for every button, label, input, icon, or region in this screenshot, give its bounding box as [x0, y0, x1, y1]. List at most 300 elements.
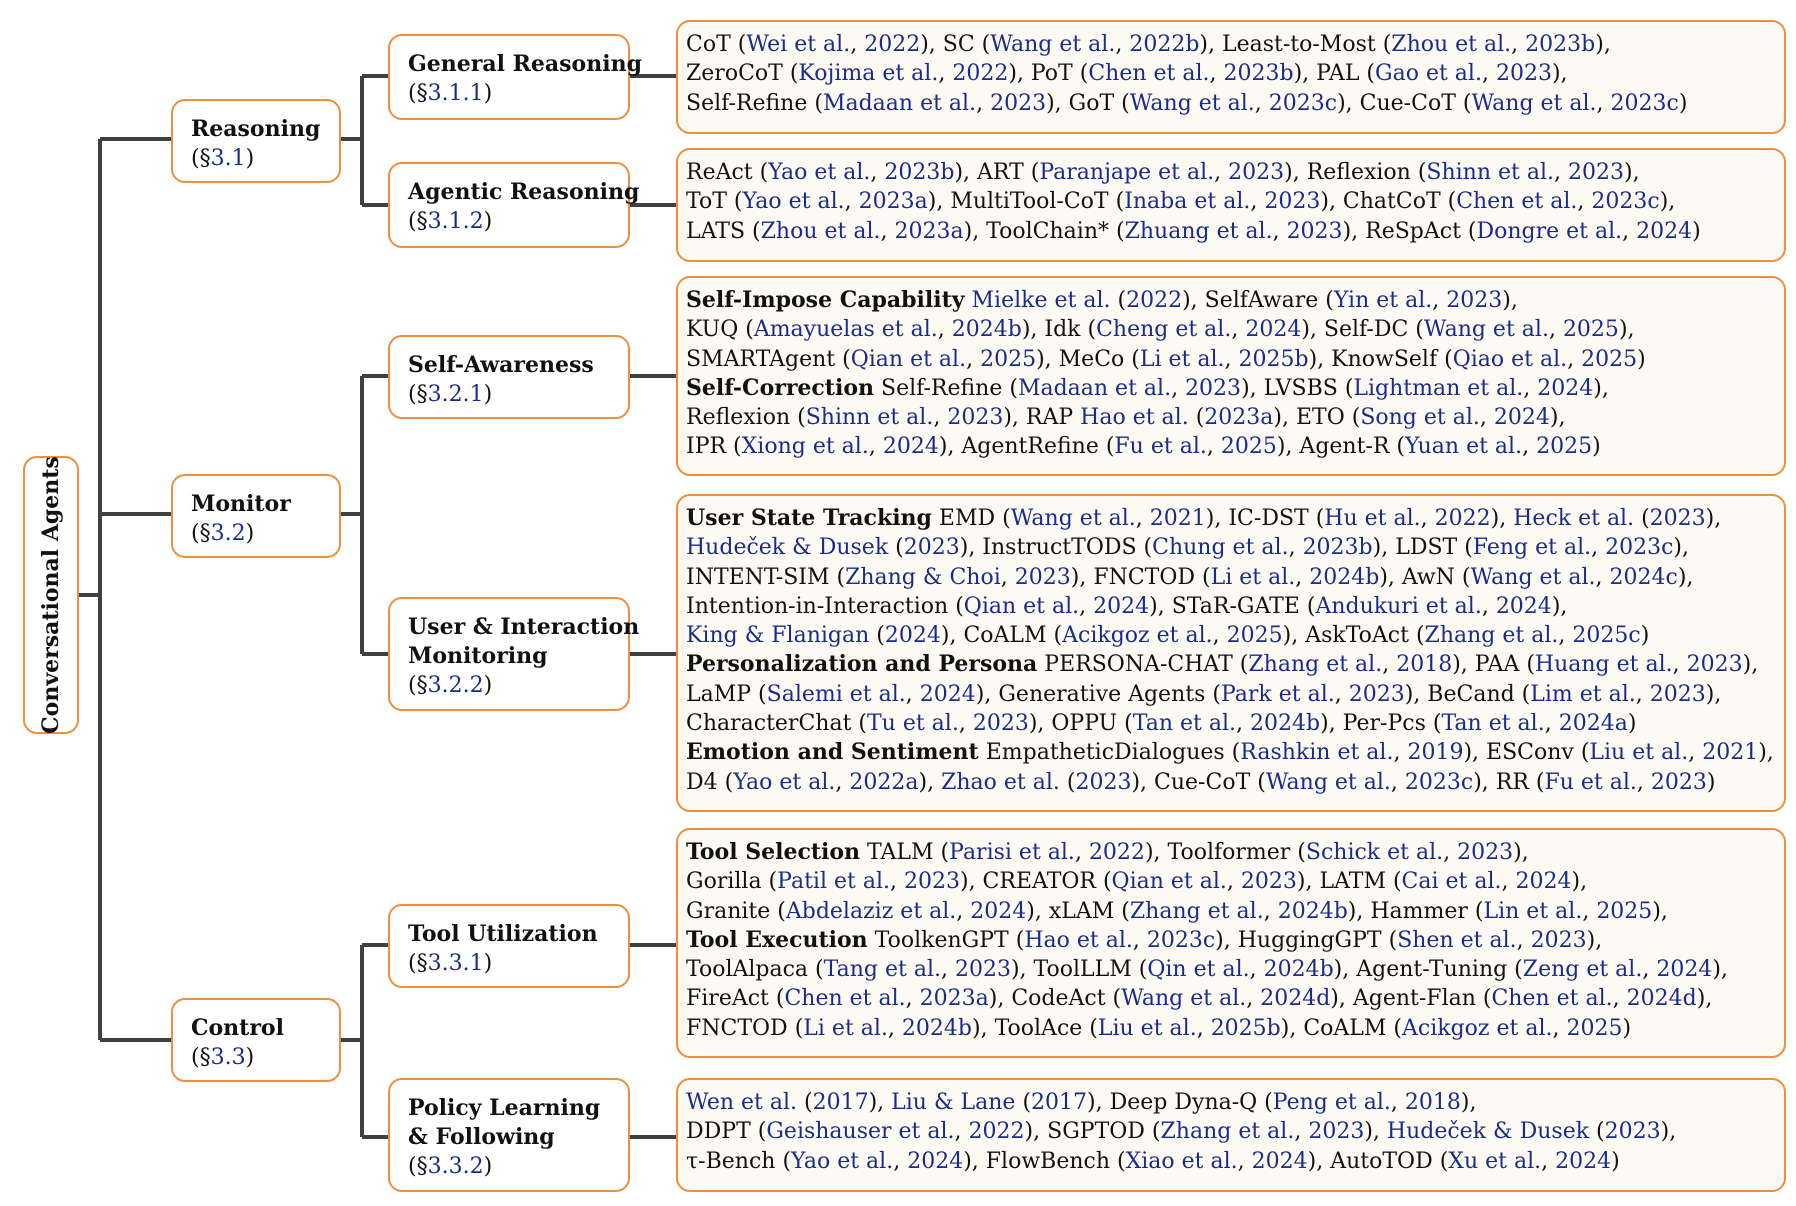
citation-link[interactable]: Acikgoz et al.: [1062, 623, 1213, 649]
reference-text: ,: [1479, 405, 1494, 431]
citation-link[interactable]: 2023: [1457, 840, 1514, 865]
citation-link[interactable]: Wang et al.: [1010, 506, 1136, 531]
reference-text: ), Self-DC (: [1301, 317, 1424, 343]
citation-link[interactable]: 2024: [1537, 375, 1594, 401]
citation-link[interactable]: 2023b: [1223, 61, 1294, 87]
reference-text: ),: [918, 769, 942, 795]
citation-link[interactable]: 2023c: [1146, 927, 1216, 953]
reference-text: ,: [1612, 986, 1627, 1012]
reference-text: ): [1622, 1015, 1632, 1041]
citation-link[interactable]: Huang et al.: [1534, 652, 1673, 678]
citation-link[interactable]: King & Flanigan: [686, 623, 870, 649]
citation-link[interactable]: 2023: [947, 405, 1004, 431]
citation-link[interactable]: Hudeček & Dusek: [1386, 1119, 1590, 1145]
citation-link[interactable]: 2021: [1149, 506, 1206, 531]
reference-text: ToT (: [686, 189, 743, 215]
citation-link[interactable]: 2024b: [1277, 898, 1348, 924]
citation-link[interactable]: 2022: [952, 61, 1009, 87]
reference-text: ,: [1567, 346, 1582, 372]
citation-link[interactable]: Mielke et al.: [971, 288, 1111, 313]
reference-line: [686, 563, 1784, 592]
reference-text: FNCTOD (: [686, 1015, 804, 1041]
citation-link[interactable]: Hu et al.: [1324, 506, 1421, 531]
reference-text: ,: [844, 189, 859, 215]
citation-link[interactable]: 2025: [1581, 346, 1638, 372]
citation-link[interactable]: 2018: [1404, 1090, 1461, 1115]
citation-link[interactable]: 2024: [1515, 869, 1572, 895]
citation-link[interactable]: Zhou et al.: [1391, 32, 1512, 57]
citation-link[interactable]: Yao et al.: [742, 189, 845, 215]
citation-link[interactable]: Yuan et al.: [1405, 434, 1523, 460]
reference-text: ), SelfAware (: [1182, 288, 1334, 313]
citation-link[interactable]: Zhuang et al.: [1124, 218, 1273, 244]
citation-link[interactable]: Feng et al.: [1472, 535, 1592, 561]
citation-link[interactable]: 2023: [1446, 288, 1503, 313]
citation-link[interactable]: 2022b: [1129, 32, 1200, 57]
citation-link[interactable]: 2023: [1264, 189, 1321, 215]
reference-line: [686, 30, 1784, 59]
citation-link[interactable]: Peng et al.: [1272, 1090, 1391, 1115]
citation-link[interactable]: Li et al.: [1210, 564, 1296, 590]
reference-text: ,: [1577, 189, 1592, 215]
citation-link[interactable]: Shen et al.: [1397, 927, 1517, 953]
citation-link[interactable]: Patil et al.: [777, 869, 890, 895]
citation-link[interactable]: Qiao et al.: [1452, 346, 1568, 372]
citation-link[interactable]: Kojima et al.: [798, 61, 939, 87]
reference-text: ,: [1688, 740, 1703, 766]
citation-link[interactable]: 2023: [1075, 769, 1132, 795]
citation-link[interactable]: 2023: [1286, 218, 1343, 244]
citation-link[interactable]: Geishauser et al.: [766, 1119, 955, 1145]
reference-text: ): [1592, 434, 1601, 460]
citation-link[interactable]: 2024: [1251, 1148, 1308, 1174]
citation-link[interactable]: Tan et al.: [1132, 711, 1237, 737]
citation-link[interactable]: Tu et al.: [866, 711, 959, 737]
reference-text: ), Least-to-Most (: [1199, 32, 1392, 57]
citation-link[interactable]: 2024: [970, 898, 1027, 924]
leaf-tool-utilization: [676, 828, 1786, 1058]
reference-text: ),: [1593, 375, 1609, 401]
reference-text: ,: [1209, 61, 1224, 87]
citation-link[interactable]: Lin et al.: [1483, 898, 1583, 924]
citation-link[interactable]: 2025b: [1238, 346, 1309, 372]
citation-link[interactable]: 2017: [1031, 1090, 1088, 1115]
citation-link[interactable]: Chen et al.: [1088, 61, 1210, 87]
citation-link[interactable]: 2023: [1649, 681, 1706, 707]
reference-text: ), Cue-CoT (: [1131, 769, 1266, 795]
citation-link[interactable]: 2024: [1656, 957, 1713, 983]
citation-link[interactable]: Zhang et al.: [1129, 898, 1264, 924]
citation-link[interactable]: 2024: [919, 681, 976, 707]
citation-link[interactable]: 2024: [882, 434, 939, 460]
citation-link[interactable]: 2024b: [951, 317, 1022, 343]
citation-link[interactable]: Xiao et al.: [1125, 1148, 1238, 1174]
citation-link[interactable]: 2024b: [1263, 957, 1334, 983]
citation-link[interactable]: 2022: [1126, 288, 1183, 313]
citation-link[interactable]: 2023: [1014, 564, 1071, 590]
reference-text: ),: [1652, 898, 1668, 924]
citation-link[interactable]: 2023: [1308, 1119, 1365, 1145]
citation-link[interactable]: 2025: [1562, 317, 1619, 343]
citation-link[interactable]: 2023c: [1605, 535, 1674, 561]
citation-link[interactable]: Qian et al.: [850, 346, 967, 372]
citation-link[interactable]: 2023: [903, 869, 960, 895]
reference-text: ),: [1705, 506, 1722, 531]
citation-link[interactable]: Cheng et al.: [1096, 317, 1232, 343]
reference-text: ), Hammer (: [1347, 898, 1484, 924]
citation-link[interactable]: 2022: [968, 1119, 1025, 1145]
citation-link[interactable]: Heck et al.: [1513, 506, 1635, 531]
citation-link[interactable]: 2024: [1093, 593, 1150, 619]
category-name: Control: [191, 1015, 284, 1041]
citation-link[interactable]: Chen et al.: [1456, 189, 1578, 215]
reference-text: LaMP (: [686, 681, 767, 707]
reference-text: ,: [1516, 927, 1531, 953]
citation-link[interactable]: 2025: [1220, 434, 1277, 460]
citation-link[interactable]: Wei et al.: [746, 32, 851, 57]
reference-text: Self-Refine (: [874, 375, 1018, 401]
reference-line: [686, 621, 1784, 650]
citation-link[interactable]: Zhou et al.: [760, 218, 881, 244]
citation-link[interactable]: Fu et al.: [1114, 434, 1207, 460]
citation-link[interactable]: 2025c: [1572, 623, 1641, 649]
reference-text: ,: [1511, 32, 1526, 57]
reference-text: ),: [1586, 927, 1603, 953]
reference-text: ,: [1481, 593, 1496, 619]
citation-link[interactable]: 2023c: [1268, 90, 1338, 116]
citation-link[interactable]: 2023: [1228, 160, 1285, 185]
reference-text: ,: [1196, 1015, 1211, 1041]
citation-link[interactable]: 2023: [1649, 506, 1706, 531]
connector-leaves: [629, 76, 677, 1137]
reference-text: ,: [880, 218, 895, 244]
reference-text: ,: [940, 957, 955, 983]
citation-link[interactable]: Liu et al.: [1589, 740, 1689, 766]
citation-link[interactable]: 2023c: [1404, 769, 1474, 795]
citation-link[interactable]: Shinn et al.: [805, 405, 934, 431]
reference-text: ,: [1390, 1090, 1405, 1115]
citation-link[interactable]: 2023: [1568, 160, 1625, 185]
reference-line: [686, 1117, 1784, 1146]
reference-text: ), Deep Dyna-Q (: [1087, 1090, 1273, 1115]
reference-text: ), CREATOR (: [959, 869, 1112, 895]
citation-link[interactable]: Lim et al.: [1530, 681, 1636, 707]
reference-text: ,: [1135, 506, 1150, 531]
citation-link[interactable]: Parisi et al.: [949, 840, 1075, 865]
citation-link[interactable]: Paranjape et al.: [1039, 160, 1215, 185]
reference-line: [686, 1014, 1784, 1043]
reference-line: [686, 867, 1784, 896]
reference-line: [686, 838, 1784, 867]
reference-text: (: [1634, 506, 1650, 531]
citation-link[interactable]: Hao et al.: [1024, 927, 1133, 953]
citation-link[interactable]: 2021: [1702, 740, 1759, 766]
citation-link[interactable]: Madaan et al.: [822, 90, 977, 116]
reference-text: ,: [1552, 1015, 1567, 1041]
citation-link[interactable]: 2025: [1566, 1015, 1623, 1041]
reference-text: ,: [954, 1119, 969, 1145]
citation-link[interactable]: 2023: [1348, 681, 1405, 707]
citation-link[interactable]: Abdelaziz et al.: [785, 898, 957, 924]
citation-link[interactable]: 2017: [812, 1090, 869, 1115]
reference-line: [686, 432, 1784, 461]
citation-link[interactable]: Chen et al.: [1491, 986, 1613, 1012]
citation-link[interactable]: 2023: [1495, 61, 1552, 87]
reference-text: ),: [1513, 840, 1529, 865]
reference-text: ,: [889, 869, 904, 895]
reference-text: ,: [1501, 869, 1516, 895]
citation-link[interactable]: Song et al.: [1360, 405, 1480, 431]
citation-link[interactable]: Xiong et al.: [741, 434, 869, 460]
reference-text: KUQ (: [686, 317, 754, 343]
reference-text: ): [1611, 1148, 1620, 1174]
citation-link[interactable]: 2024: [1555, 1148, 1612, 1174]
reference-text: ), BeCand (: [1404, 681, 1531, 707]
reference-text: ,: [1443, 840, 1458, 865]
connector-control: [340, 945, 389, 1137]
citation-link[interactable]: Zhang & Choi: [845, 564, 1001, 590]
citation-link[interactable]: Salemi et al.: [766, 681, 906, 707]
citation-link[interactable]: 2023c: [1591, 189, 1660, 215]
reference-text: ),: [1705, 681, 1722, 707]
reference-text: IPR (: [686, 434, 742, 460]
citation-link[interactable]: Wang et al.: [1121, 986, 1247, 1012]
reference-text: ToolkenGPT (: [867, 927, 1025, 953]
citation-link[interactable]: Li et al.: [803, 1015, 888, 1041]
citation-link[interactable]: 2023: [1604, 1119, 1661, 1145]
citation-link[interactable]: 2023a: [919, 986, 989, 1012]
citation-link[interactable]: 2022a: [849, 769, 919, 795]
reference-line: [686, 315, 1784, 344]
citation-link[interactable]: Hao et al.: [1080, 405, 1189, 431]
citation-link[interactable]: 2025: [1536, 434, 1593, 460]
reference-line: [686, 1147, 1784, 1176]
citation-link[interactable]: Madaan et al.: [1017, 375, 1172, 401]
reference-line: [686, 738, 1784, 767]
citation-link[interactable]: 2018: [1396, 652, 1453, 678]
reference-text: (: [797, 1090, 813, 1115]
reference-text: ): [1627, 711, 1637, 737]
citation-link[interactable]: Park et al.: [1220, 681, 1335, 707]
citation-link[interactable]: 2023: [1530, 927, 1587, 953]
reference-line: [686, 768, 1784, 797]
citation-link[interactable]: 2025: [1596, 898, 1653, 924]
citation-link[interactable]: Zhang et al.: [1160, 1119, 1295, 1145]
citation-link[interactable]: Wang et al.: [1265, 769, 1391, 795]
citation-link[interactable]: Rashkin et al.: [1240, 740, 1394, 766]
reference-text: ), Per-Pcs (: [1320, 711, 1442, 737]
reference-text: ),: [1659, 189, 1676, 215]
reference-text: Gorilla (: [686, 869, 778, 895]
group-heading: Personalization and Persona: [686, 651, 1038, 678]
citation-link[interactable]: Liu & Lane: [891, 1090, 1016, 1115]
citation-link[interactable]: Liu et al.: [1097, 1015, 1197, 1041]
citation-link[interactable]: 2019: [1407, 740, 1464, 766]
citation-link[interactable]: Wang et al.: [1470, 564, 1596, 590]
leaf-policy-learning-following: [676, 1078, 1786, 1192]
citation-link[interactable]: Zhao et al.: [941, 769, 1060, 795]
citation-link[interactable]: Qian et al.: [963, 593, 1080, 619]
reference-text: ), ReSpAct (: [1342, 218, 1477, 244]
reference-text: ,: [1393, 740, 1408, 766]
citation-link[interactable]: Zhang et al.: [1248, 652, 1383, 678]
citation-link[interactable]: 2023: [1650, 769, 1707, 795]
citation-link[interactable]: Fu et al.: [1544, 769, 1637, 795]
citation-link[interactable]: Wang et al.: [1423, 317, 1549, 343]
citation-link[interactable]: 2022: [1088, 840, 1145, 865]
reference-text: ,: [1212, 623, 1227, 649]
subcategory-name-line2: Monitoring: [408, 643, 548, 669]
citation-link[interactable]: Inaba et al.: [1124, 189, 1251, 215]
category-section: (§3.2): [191, 521, 255, 546]
citation-link[interactable]: 2023: [1240, 869, 1297, 895]
reference-text: ), PoT (: [1008, 61, 1089, 87]
reference-text: ,: [1263, 898, 1278, 924]
citation-link[interactable]: 2023: [972, 711, 1029, 737]
citation-link[interactable]: 2023: [990, 90, 1047, 116]
citation-link[interactable]: Chen et al.: [784, 986, 906, 1012]
reference-text: EMD (: [931, 506, 1011, 531]
citation-link[interactable]: Andukuri et al.: [1315, 593, 1482, 619]
citation-link[interactable]: Lightman et al.: [1353, 375, 1524, 401]
citation-link[interactable]: 2024d: [1260, 986, 1331, 1012]
citation-link[interactable]: Gao et al.: [1375, 61, 1482, 87]
reference-text: ,: [1596, 90, 1611, 116]
citation-link[interactable]: 2023a: [858, 189, 928, 215]
citation-link[interactable]: Wang et al.: [1471, 90, 1597, 116]
reference-text: ): [1640, 623, 1650, 649]
citation-link[interactable]: 2022: [864, 32, 921, 57]
citation-link[interactable]: Wen et al.: [686, 1090, 797, 1115]
reference-text: ,: [1079, 593, 1094, 619]
citation-link[interactable]: 2025: [980, 346, 1037, 372]
citation-link[interactable]: 2024d: [1626, 986, 1697, 1012]
citation-link[interactable]: Qin et al.: [1147, 957, 1250, 983]
citation-link[interactable]: 2023b: [1525, 32, 1596, 57]
citation-link[interactable]: 2023c: [1610, 90, 1679, 116]
reference-text: ,: [1382, 652, 1397, 678]
citation-link[interactable]: 2023: [954, 957, 1011, 983]
reference-text: ), MeCo (: [1036, 346, 1140, 372]
subcategory-self-awareness: [388, 335, 630, 419]
citation-link[interactable]: Schick et al.: [1305, 840, 1444, 865]
connector-monitor: [340, 376, 389, 654]
reference-text: ), OPPU (: [1028, 711, 1133, 737]
reference-line: [686, 504, 1784, 533]
citation-link[interactable]: Cai et al.: [1401, 869, 1502, 895]
citation-link[interactable]: Tan et al.: [1441, 711, 1545, 737]
reference-text: ,: [1541, 1148, 1556, 1174]
reference-text: ),: [1551, 593, 1568, 619]
citation-link[interactable]: 2024b: [901, 1015, 972, 1041]
reference-text: ), RAP: [1003, 405, 1081, 431]
citation-link[interactable]: Shinn et al.: [1426, 160, 1555, 185]
reference-text: SMARTAgent (: [686, 346, 851, 372]
citation-link[interactable]: Hudeček & Dusek: [686, 535, 889, 561]
reference-text: ,: [1595, 564, 1610, 590]
reference-text: ), AgentRefine (: [938, 434, 1115, 460]
citation-link[interactable]: 2022: [1434, 506, 1491, 531]
citation-link[interactable]: 2024b: [1309, 564, 1380, 590]
citation-link[interactable]: Zhang et al.: [1424, 623, 1559, 649]
reference-text: ,: [1074, 840, 1089, 865]
citation-link[interactable]: Acikgoz et al.: [1402, 1015, 1553, 1041]
citation-link[interactable]: Wang et al.: [1129, 90, 1255, 116]
reference-text: ,: [1582, 898, 1597, 924]
category-section: (§3.1): [191, 146, 255, 171]
citation-link[interactable]: 2024: [1636, 218, 1693, 244]
reference-text: ), LATM (: [1296, 869, 1402, 895]
citation-link[interactable]: Qian et al.: [1111, 869, 1227, 895]
reference-text: ),: [1595, 32, 1611, 57]
citation-link[interactable]: 2023: [903, 535, 960, 561]
reference-text: ,: [1432, 288, 1447, 313]
citation-link[interactable]: 2024: [907, 1148, 964, 1174]
citation-link[interactable]: 2024c: [1609, 564, 1678, 590]
reference-text: ), Reflexion (: [1284, 160, 1427, 185]
group-heading: Self-Impose Capability: [686, 287, 965, 313]
citation-link[interactable]: 2023b: [1302, 535, 1373, 561]
citation-link[interactable]: Yao et al.: [791, 1148, 894, 1174]
reference-text: (: [869, 623, 885, 649]
citation-link[interactable]: 2025: [1226, 623, 1283, 649]
reference-text: τ-Bench (: [686, 1148, 792, 1174]
citation-link[interactable]: Yin et al.: [1333, 288, 1433, 313]
reference-line: [686, 59, 1784, 88]
reference-text: ), FlowBench (: [963, 1148, 1126, 1174]
citation-link[interactable]: Li et al.: [1139, 346, 1225, 372]
citation-link[interactable]: Yao et al.: [768, 160, 871, 185]
citation-link[interactable]: Xu et al.: [1448, 1148, 1542, 1174]
citation-link[interactable]: 2023a: [894, 218, 964, 244]
citation-link[interactable]: Yao et al.: [733, 769, 836, 795]
reference-text: ,: [887, 1015, 902, 1041]
reference-text: PERSONA-CHAT (: [1037, 652, 1249, 678]
citation-link[interactable]: 2024: [1495, 593, 1552, 619]
citation-link[interactable]: 2023b: [884, 160, 955, 185]
citation-link[interactable]: 2023: [1185, 375, 1242, 401]
citation-link[interactable]: Wang et al.: [990, 32, 1116, 57]
citation-link[interactable]: Chung et al.: [1152, 535, 1289, 561]
citation-link[interactable]: 2024: [1493, 405, 1550, 431]
citation-link[interactable]: 2025b: [1210, 1015, 1281, 1041]
citation-link[interactable]: 2023: [1686, 652, 1743, 678]
citation-link[interactable]: 2024: [884, 623, 941, 649]
citation-link[interactable]: Zeng et al.: [1522, 957, 1643, 983]
reference-text: ), KnowSelf (: [1308, 346, 1453, 372]
reference-text: ,: [1250, 189, 1265, 215]
reference-line: [686, 650, 1784, 679]
reference-text: ,: [1000, 564, 1015, 590]
reference-text: ,: [1591, 535, 1606, 561]
reference-text: ,: [1288, 535, 1303, 561]
root-node: [23, 456, 79, 734]
citation-link[interactable]: Tang et al.: [823, 957, 941, 983]
citation-link[interactable]: 2023a: [1204, 405, 1274, 431]
reference-text: ),: [1712, 957, 1728, 983]
citation-link[interactable]: Amayuelas et al.: [753, 317, 938, 343]
reference-text: ),: [1758, 740, 1774, 766]
connector-root-spine: [78, 139, 172, 1040]
reference-text: ),: [1551, 61, 1568, 87]
citation-link[interactable]: 2024b: [1250, 711, 1321, 737]
citation-link[interactable]: 2024a: [1558, 711, 1628, 737]
reference-text: ,: [938, 61, 953, 87]
citation-link[interactable]: Dongre et al.: [1476, 218, 1623, 244]
reference-text: ),: [1490, 506, 1514, 531]
citation-link[interactable]: 2024: [1245, 317, 1302, 343]
reference-text: ,: [1206, 434, 1221, 460]
